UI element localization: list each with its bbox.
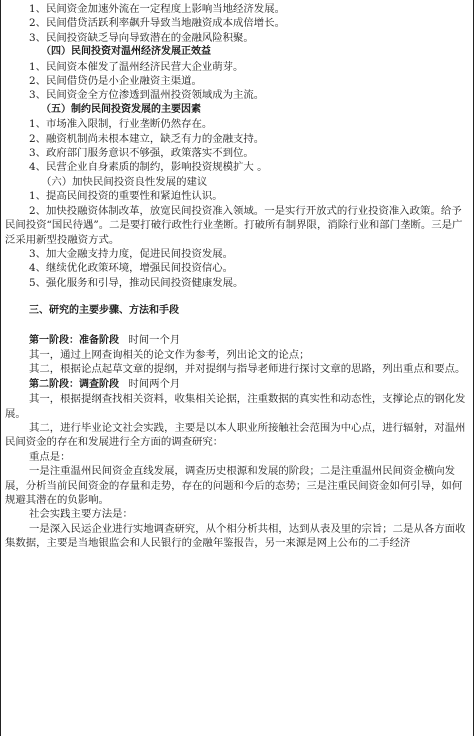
method-label: 社会实践主要方法是：: [29, 508, 133, 521]
paragraph: 一是深入民运企业进行实地调查研究，从个相分析共相，达到从表及里的宗旨；二是从各方面收集数据，主要是当地银监会和人民银行的金融年鉴报告，另一来源是网上公布的二手经济: [5, 522, 466, 550]
paragraph: 其二，进行毕业论文社会实践，主要是以本人职业所接触社会范围为中心点，进行辐射，对温州民间资金的存在和发展进行全方面的调查研究：: [5, 421, 466, 449]
focus-label: 重点是：: [29, 450, 71, 463]
paragraph: 一是注重温州民间资金直线发展，调查历史根源和发展的阶段；二是注重温州民间资金横向发展，分析当前民间资金的存量和走势，存在的问题和今后的态势；三是注重民间资金如何引导，如何规避其潜在的负影响。: [5, 465, 463, 506]
phase-header: [5, 377, 466, 392]
paragraph: 其一，通过上网查询相关的论文作为参考，列出论文的论点；: [29, 348, 310, 361]
list-item: 2、民间借贷仍是小企业融资主渠道。: [29, 75, 202, 88]
phase-title: 第二阶段：调查阶段: [29, 378, 119, 390]
section-heading: （五）制约民间投资发展的主要因素: [41, 103, 201, 115]
list-item: 4、继续优化政策环境，增强民间投资信心。: [29, 262, 234, 275]
constraint-list: [5, 117, 466, 175]
paragraph: 其一，根据提纲查找相关资料，收集相关论据，注重数据的真实性和动态性，支撑论点的钢化发展。: [5, 393, 466, 420]
list-item: 2、加快投融资体制改革，放宽民间投资准入领域。一是实行开放式的行业投资准入政策。给予民间投资“国民待遇”。二是要打破行政性行业垄断。打破所有制界限，消除行业和部门垄断。三是广泛采用新型投融资方式。: [5, 204, 463, 246]
list-item: 4、民营企业自身素质的制约，影响投资规模扩大 。: [29, 161, 268, 174]
list-item: 2、民间借贷活跃利率飙升导致当地融资成本成倍增长。: [29, 17, 285, 30]
paragraph: 其二，根据论点起草文章的提纲，并对提纲与指导老师进行探讨文章的思路，列出重点和要点。: [29, 363, 466, 376]
list-item: 5、强化服务和引导，推动民间投资健康发展。: [29, 276, 244, 289]
list-item: 1、提高民间投资的重要性和紧迫性认识。: [29, 190, 223, 203]
list-item: 1、民间资金加速外流在一定程度上影响当地经济发展。: [29, 3, 285, 15]
section-heading: （六）加快民间投资良性发展的建议: [41, 175, 208, 188]
list-item: 3、民间资金全方位渗透到温州投资领域成为主流。: [29, 89, 265, 102]
list-item: 3、加大金融支持力度，促进民间投资发展。: [29, 247, 234, 260]
list-item: 1、市场准入限制，行业垄断仍然存在。: [29, 118, 213, 131]
risk-list: [5, 2, 466, 45]
section-heading: （四）民间投资对温州经济发展正效益: [41, 46, 211, 58]
list-item: 3、政府部门服务意识不够强，政策落实不到位。: [29, 147, 254, 160]
list-item: 2、融资机制尚未根本建立，缺乏有力的金融支持。: [29, 132, 265, 145]
suggestion-list: [5, 189, 466, 290]
phase-time: 时间两个月: [128, 377, 181, 390]
list-item: 3、民间投资缺乏导向导致潜在的金融风险积聚。: [29, 31, 254, 44]
phase-header: [5, 333, 466, 348]
benefit-list: [5, 60, 466, 103]
phase-title: 第一阶段：准备阶段: [29, 334, 119, 346]
section-title: 三、研究的主要步骤、方法和手段: [29, 305, 179, 317]
list-item: 1、民间资本催发了温州经济民营大企业萌芽。: [29, 60, 244, 73]
phase-time: 时间一个月: [128, 333, 181, 346]
